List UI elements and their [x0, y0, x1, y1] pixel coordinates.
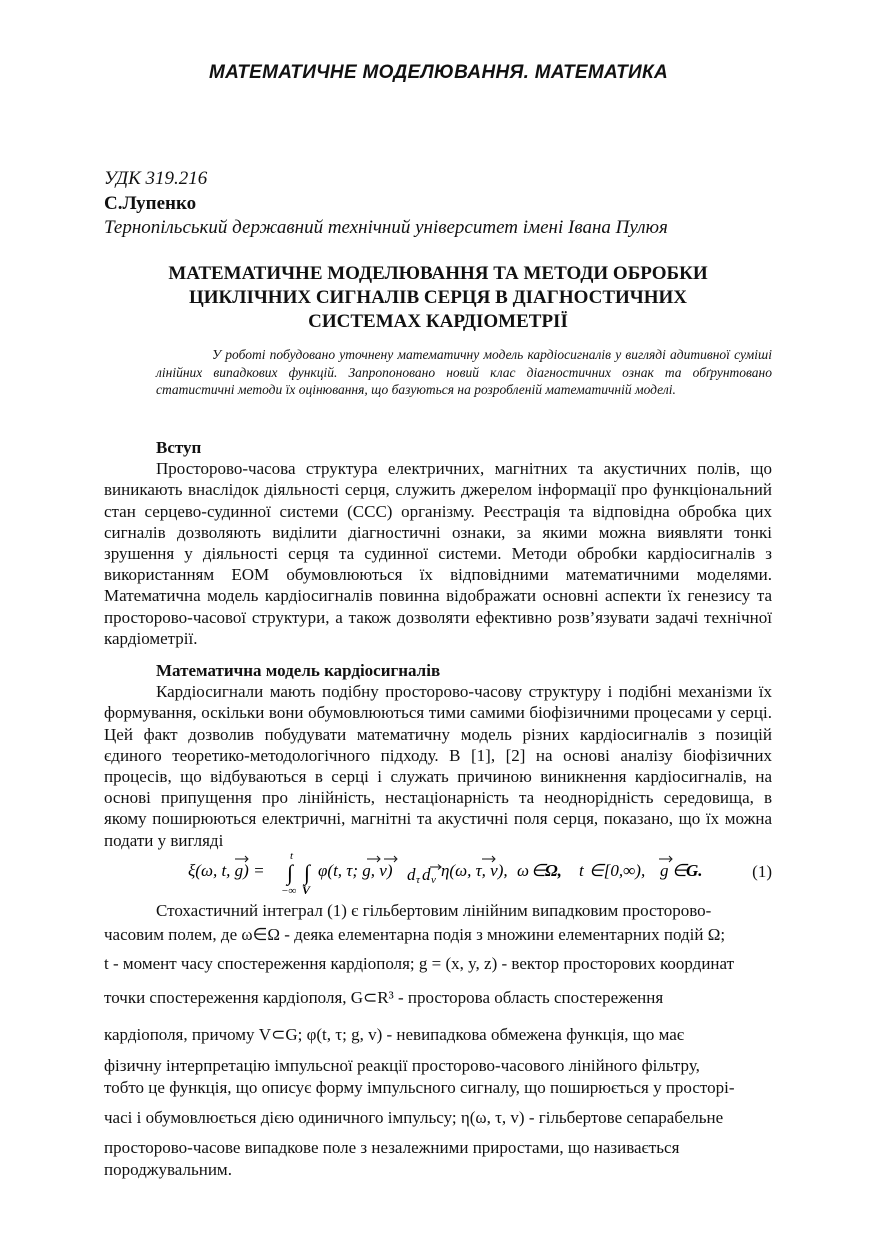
- text-line: t - момент часу спостереження кардіополя; g = (x, y, z) - вектор просторових координат: [104, 954, 735, 973]
- udk-code: УДК 319.216: [104, 168, 208, 189]
- title-line: ЦИКЛІЧНИХ СИГНАЛІВ СЕРЦЯ В ДІАГНОСТИЧНИХ: [188, 287, 688, 308]
- svg-text:G.: G.: [686, 861, 703, 880]
- text-line: часі і обумовлюється дією одиничного імпульсу; η(ω, τ, v) - гільбертове сепарабельне: [104, 1108, 724, 1127]
- svg-text:Ω,: Ω,: [545, 861, 562, 880]
- section-heading: Математична модель кардіосигналів: [156, 661, 441, 680]
- section-heading: Вступ: [156, 438, 202, 457]
- svg-text:v: v: [431, 874, 436, 886]
- svg-text:∈: ∈: [531, 861, 546, 880]
- svg-text:∫: ∫: [287, 860, 294, 885]
- author-name: С.Лупенко: [104, 193, 197, 214]
- svg-text:∈: ∈: [672, 861, 687, 880]
- svg-text:∫: ∫: [304, 860, 311, 885]
- svg-text:t: t: [579, 861, 584, 880]
- text-line: Стохастичний інтеграл (1) є гільбертовим лінійним випадковим просторово-: [156, 901, 712, 920]
- text-line: просторово-часове випадкове поле з незалежними приростами, що називається: [104, 1138, 680, 1157]
- text-line: кардіополя, причому V⊂G; φ(t, τ; g, v) - невипадкова обмежена функція, що має: [104, 1025, 685, 1044]
- text-line: точки спостереження кардіополя, G⊂R³ - просторова область спостереження: [104, 988, 664, 1007]
- text-after-equation: [104, 900, 772, 1181]
- svg-text:V: V: [302, 883, 311, 896]
- svg-text:g: g: [660, 861, 669, 880]
- svg-text:τ: τ: [416, 874, 420, 886]
- title-line: СИСТЕМАХ КАРДІОМЕТРІЇ: [308, 311, 568, 332]
- svg-text:η(ω, τ, v),: η(ω, τ, v),: [441, 861, 508, 880]
- text-line: породжувальним.: [104, 1160, 232, 1179]
- svg-text:ω: ω: [517, 861, 530, 880]
- section-text: Кардіосигнали мають подібну просторово-часову структуру і подібні механізми їх формування, оскільки вони обумовлюються тими самими біофізичними процесами у серці. Цей факт дозволив побудувати математичну модель різних кардіосигналів з позицій єдиного теоретико-методологічного підходу. В [1], [2] на основі аналізу біофізичних процесів, що відбуваються в серці і служать причиною виникнення кардіосигналів, на основі припущення про лінійність, нестаціонарність та неоднорідність середовища, в якому поширюються електричні, магнітні та акустичні поля серця, показано, що їх можна подати у вигляді: [104, 682, 772, 850]
- section-intro: [104, 437, 772, 649]
- equation-number: (1): [752, 862, 772, 881]
- author-affiliation: Тернопільський державний технічний університет імені Івана Пулюя: [104, 217, 668, 238]
- abstract-text: У роботі побудовано уточнену математичну модель кардіосигналів у вигляді адитивної суміші лінійних випадкових функцій. Запропоновано новий клас діагностичних ознак та обґрунтовано статистичні методи їх оцінювання, що базуються на розробленій математичній моделі.: [156, 347, 772, 397]
- text-line: фізичну інтерпретацію імпульсної реакції просторово-часового лінійного фільтру,: [104, 1056, 700, 1075]
- journal-section-header: МАТЕМАТИЧНЕ МОДЕЛЮВАННЯ. МАТЕМАТИКА: [208, 62, 669, 83]
- abstract: [156, 346, 772, 399]
- text-line: тобто це функція, що описує форму імпульсного сигналу, що поширюється у просторі-: [104, 1078, 735, 1097]
- svg-text:ξ(ω, t, g) =: ξ(ω, t, g) =: [188, 861, 265, 880]
- section-text: Просторово-часова структура електричних, магнітних та акустичних полів, що виникають внаслідок діяльності серця, служить джерелом інформації про функціональний стан серцево-судинної системи (ССС) організму. Реєстрація та відповідна обробка цих сигналів дозволяють виділити діагностичні ознаки, за якими можна виявляти тонкі зрушення у діяльності серця та судинної системи. Методи обробки кардіосигналів з використанням ЕОМ обумовлюються їх відповідними математичними моделями. Математична модель кардіосигналів повинна відображати основні аспекти їх генезису та просторово-часової структури, а також дозволяти ефективно розв’язувати задачі технічної кардіометрії.: [104, 459, 772, 648]
- paper-title: [104, 262, 772, 334]
- title-line: МАТЕМАТИЧНЕ МОДЕЛЮВАННЯ ТА МЕТОДИ ОБРОБКИ: [168, 263, 708, 284]
- section-model: [104, 660, 772, 851]
- text-line: часовим полем, де ω∈Ω - деяка елементарна подія з множини елементарних подій Ω;: [104, 925, 726, 944]
- svg-text:d: d: [407, 865, 416, 884]
- svg-text:t: t: [290, 850, 294, 862]
- equation-1: [104, 850, 772, 896]
- svg-text:∈[0,∞),: ∈[0,∞),: [589, 861, 646, 880]
- svg-text:φ(t, τ; g, v): φ(t, τ; g, v): [318, 861, 393, 880]
- svg-text:d: d: [422, 865, 431, 884]
- equation-formula: [104, 850, 744, 896]
- svg-text:−∞: −∞: [281, 885, 297, 896]
